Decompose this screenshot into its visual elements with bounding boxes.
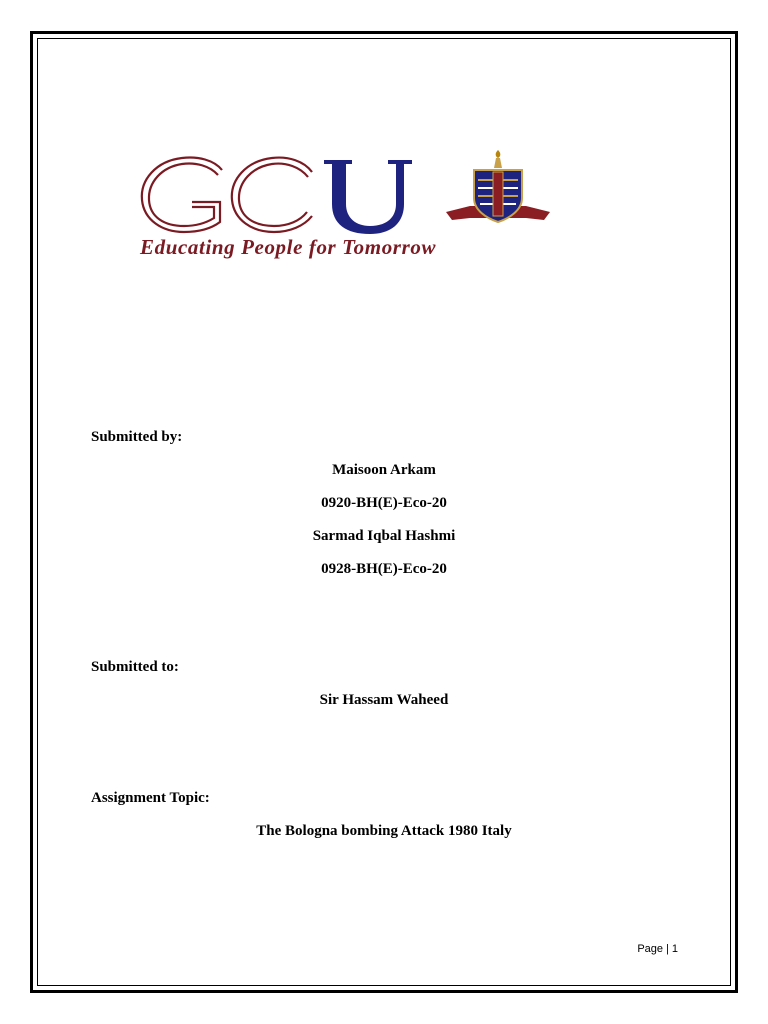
page-label: Page: [637, 943, 664, 955]
assignment-topic: The Bologna bombing Attack 1980 Italy: [256, 823, 512, 839]
student-roll-1: 0920-BH(E)-Eco-20: [321, 495, 447, 511]
logo-letter-u: [324, 160, 412, 234]
page-number: 1: [671, 943, 678, 955]
logo-letters: [142, 158, 312, 233]
assignment-topic-label: Assignment Topic:: [91, 790, 210, 806]
logo-tagline: Educating People for Tomorrow: [140, 235, 437, 259]
instructor-name: Sir Hassam Waheed: [319, 692, 449, 708]
student-roll-2: 0928-BH(E)-Eco-20: [321, 561, 447, 577]
student-name-1: Maisoon Arkam: [332, 462, 436, 478]
page-footer: [637, 943, 678, 955]
gcu-logo: [134, 148, 568, 262]
submitted-by-label: Submitted by:: [91, 429, 183, 445]
university-crest-icon: [446, 150, 550, 222]
page-separator: |: [666, 943, 669, 955]
student-name-2: Sarmad Iqbal Hashmi: [312, 528, 456, 544]
submitted-to-label: Submitted to:: [91, 659, 179, 675]
